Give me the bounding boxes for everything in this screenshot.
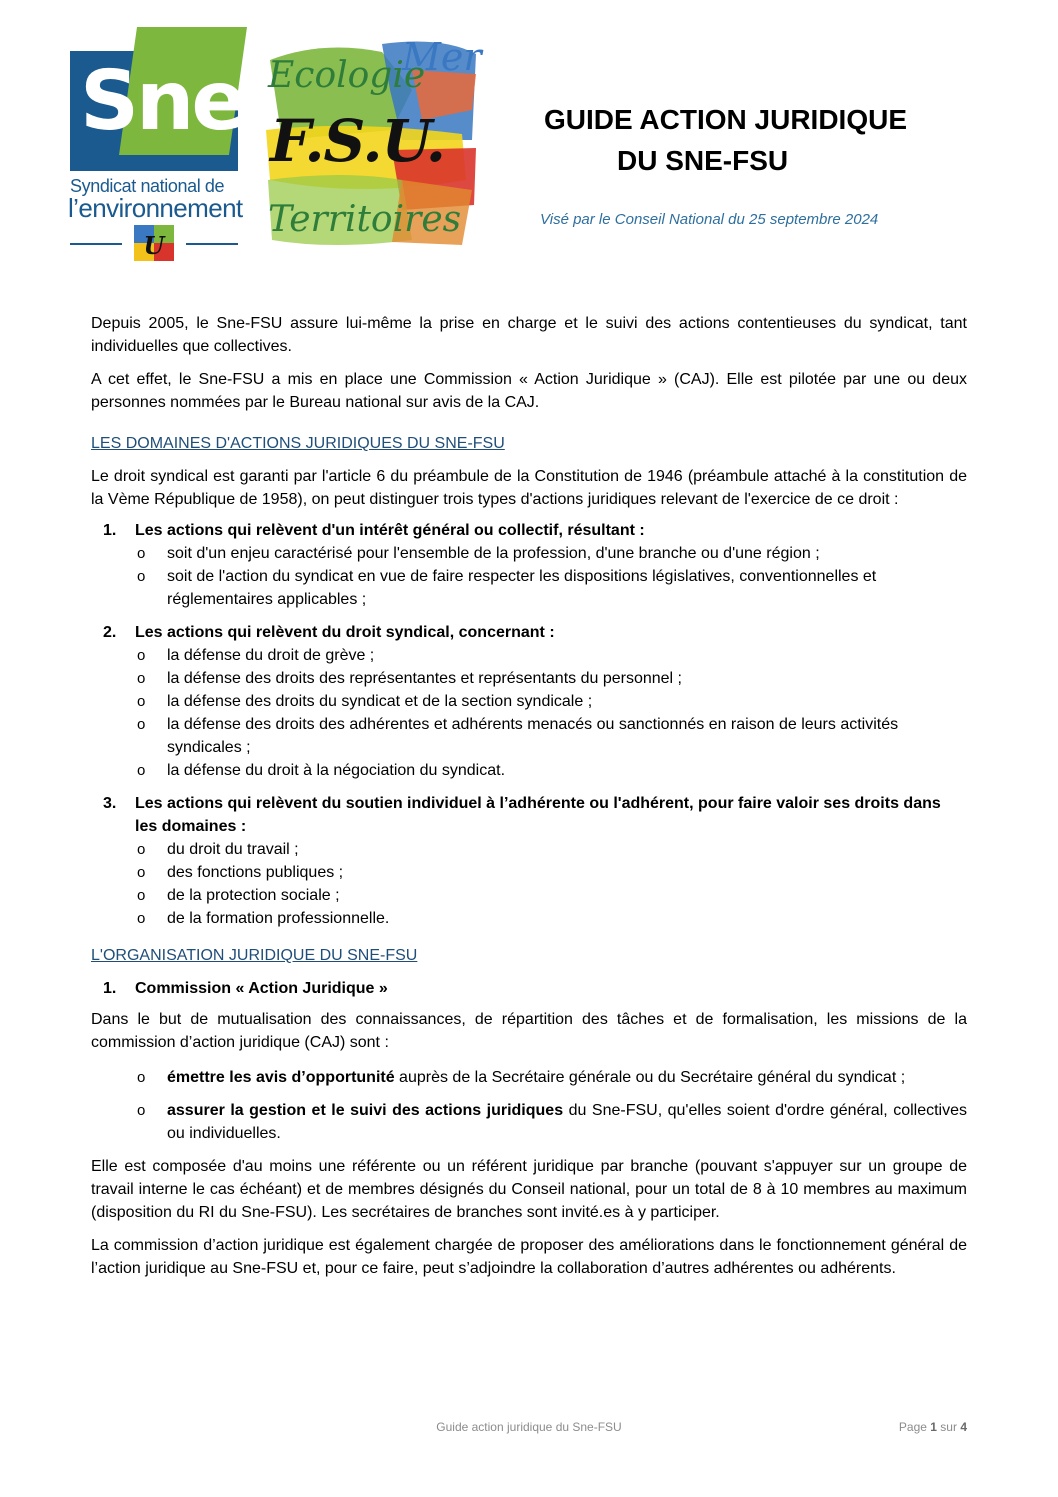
caj-composition-paragraph: Elle est composée d'au moins une référente ou un référent juridique par branche (pouvant s'appuyer sur un groupe de travail interne le cas échéant) et de membres désignés du Conseil national, pour un total de 8 à 10 membres au maximum (disposition du RI du Sne-FSU). Les secrétaires de branches sont invité.es à y participer. xyxy=(91,1158,967,1221)
bullet-icon: o xyxy=(137,647,146,664)
organisation-list xyxy=(91,977,967,1000)
bullet-icon: o xyxy=(137,568,146,585)
section-intro-paragraph: Le droit syndical est garanti par l'article 6 du préambule de la Constitution de 1946 (préambule attaché à la constitution de la Vème République de 1958), on peut distinguer trois types d'actions juridiques relevant de l'exercice de ce droit : xyxy=(91,468,967,508)
bullet-icon: o xyxy=(137,670,146,687)
list-item: o soit d'un enjeu caractérisé pour l'ensemble de la profession, d'une branche ou d'une région ; xyxy=(135,542,967,565)
list-item: o la défense du droit de grève ; xyxy=(135,644,967,667)
domain-item-lead: Les actions qui relèvent du droit syndical, concernant : xyxy=(135,624,555,641)
intro-paragraph: Depuis 2005, le Sne-FSU assure lui-même la prise en charge et le suivi des actions contentieuses du syndicat, tant individuelles que collectives. xyxy=(91,315,967,355)
sne-logo-word: Sne xyxy=(80,54,245,149)
sne-logo-line2: l’environnement xyxy=(68,193,243,223)
domain-item-lead: Les actions qui relèvent d'un intérêt général ou collectif, résultant : xyxy=(135,522,645,539)
list-item: o assurer la gestion et le suivi des actions juridiques du Sne-FSU, qu'elles soient d'ordre général, collectives ou individuelles. xyxy=(135,1099,967,1145)
section-heading-domaines: LES DOMAINES D'ACTIONS JURIDIQUES DU SNE-FSU xyxy=(91,435,505,452)
sne-logo-rule-left xyxy=(70,243,122,245)
caj-intro-paragraph: Dans le but de mutualisation des connaissances, de répartition des tâches et de formalisation, les missions de la commission d’action juridique (CAJ) sont : xyxy=(91,1011,967,1051)
intro-paragraph: A cet effet, le Sne-FSU a mis en place une Commission « Action Juridique » (CAJ). Elle est pilotée par une ou deux personnes nommées par le Bureau national sur avis de la CAJ. xyxy=(91,371,967,411)
bullet-icon: o xyxy=(137,716,146,733)
list-item: o la défense du droit à la négociation du syndicat. xyxy=(135,759,967,782)
sne-logo xyxy=(68,47,245,265)
footer-page-number: Page 1 sur 4 xyxy=(898,1420,967,1434)
organisation-item-title: Commission « Action Juridique » xyxy=(135,980,388,997)
caj-improvement-paragraph: La commission d’action juridique est également chargée de proposer des améliorations dans le fonctionnement général de l’action juridique au Sne-FSU et, pour ce faire, peut s’adjoindre la collaboration d’autres adhérentes ou adhérents. xyxy=(91,1237,967,1277)
fsu-mini-letter: U xyxy=(143,231,165,260)
bullet-icon: o xyxy=(137,887,146,904)
bullet-icon: o xyxy=(137,910,146,927)
approval-note: Visé par le Conseil National du 25 septembre 2024 xyxy=(540,211,879,228)
domain-sublist xyxy=(135,644,967,782)
bullet-icon: o xyxy=(137,1069,146,1086)
section-heading-organisation: L'ORGANISATION JURIDIQUE DU SNE-FSU xyxy=(91,947,418,964)
list-item: o des fonctions publiques ; xyxy=(135,861,967,884)
organisation-item-number: 1. xyxy=(103,980,117,997)
fsu-logo-mer: Mer xyxy=(402,35,482,79)
domain-sublist xyxy=(135,542,967,611)
caj-missions-list xyxy=(135,1066,967,1145)
list-item: o la défense des droits du syndicat et de la section syndicale ; xyxy=(135,690,967,713)
bullet-icon: o xyxy=(137,693,146,710)
bullet-icon: o xyxy=(137,841,146,858)
sne-logo-line1: Syndicat national de xyxy=(70,176,225,196)
domain-item-number: 2. xyxy=(103,624,117,641)
domain-item-number: 1. xyxy=(103,522,117,539)
bullet-icon: o xyxy=(137,864,146,881)
page-title-line2: DU SNE-FSU xyxy=(617,145,789,176)
sne-logo-rule-right xyxy=(186,243,238,245)
fsu-logo xyxy=(262,30,480,252)
domain-item xyxy=(91,621,967,782)
domain-sublist xyxy=(135,838,967,930)
domain-item-lead: Les actions qui relèvent du soutien individuel à l’adhérente ou l'adhérent, pour faire valoir ses droits dans les domaines : xyxy=(135,795,941,835)
document-body xyxy=(91,312,967,1280)
list-item: o de la protection sociale ; xyxy=(135,884,967,907)
fsu-logo-territoires: Territoires xyxy=(268,199,462,240)
bullet-icon: o xyxy=(137,545,146,562)
domain-item xyxy=(91,792,967,930)
footer-document-name: Guide action juridique du Sne-FSU xyxy=(436,1420,622,1434)
list-item: o la défense des droits des adhérentes et adhérents menacés ou sanctionnés en raison de leurs activités syndicales ; xyxy=(135,713,967,759)
domain-list xyxy=(91,519,967,930)
domain-item-number: 3. xyxy=(103,795,117,812)
fsu-mini-icon xyxy=(134,225,174,261)
list-item: o du droit du travail ; xyxy=(135,838,967,861)
list-item: o de la formation professionnelle. xyxy=(135,907,967,930)
list-item: o la défense des droits des représentantes et représentants du personnel ; xyxy=(135,667,967,690)
fsu-logo-ecologie: Ecologie xyxy=(268,55,426,96)
organisation-item xyxy=(91,977,967,1000)
page-title-line1: GUIDE ACTION JURIDIQUE xyxy=(544,104,907,135)
domain-item xyxy=(91,519,967,611)
fsu-logo-letters: F.S.U. xyxy=(270,107,445,175)
list-item: o soit de l'action du syndicat en vue de faire respecter les dispositions législatives, conventionnelles et réglementaires applicables ; xyxy=(135,565,967,611)
bullet-icon: o xyxy=(137,762,146,779)
list-item: o émettre les avis d’opportunité auprès de la Secrétaire générale ou du Secrétaire général du syndicat ; xyxy=(135,1066,967,1089)
bullet-icon: o xyxy=(137,1102,146,1119)
